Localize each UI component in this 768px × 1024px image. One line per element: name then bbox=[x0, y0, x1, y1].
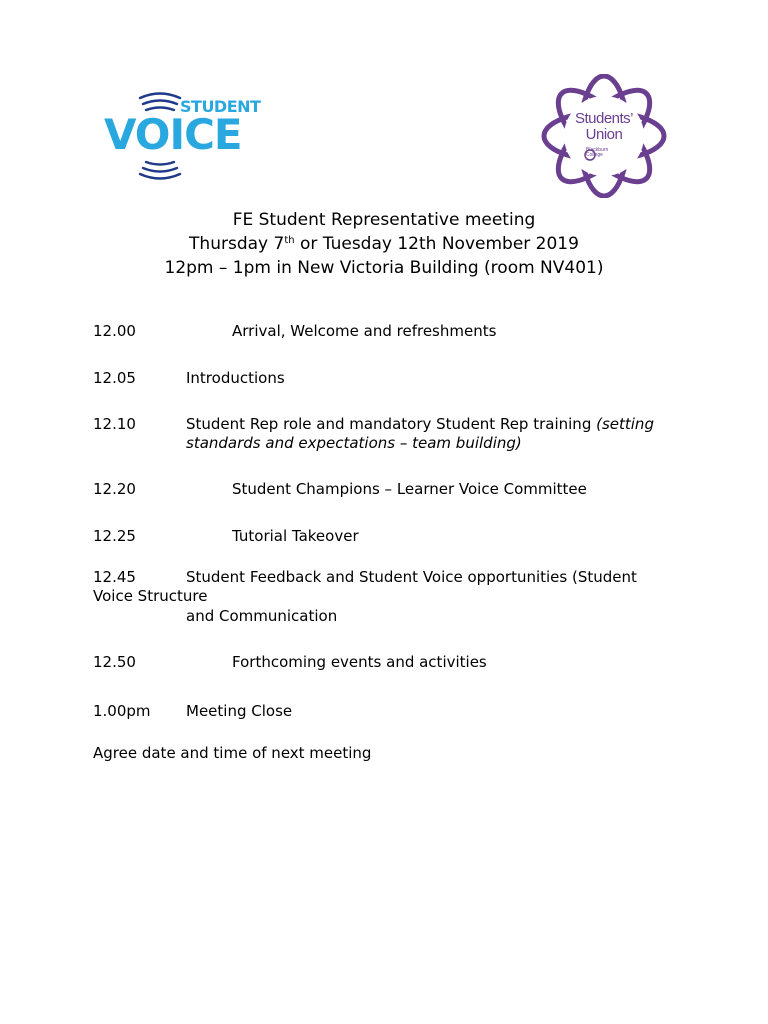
agenda-text-wrapped: Voice Structure bbox=[93, 587, 208, 605]
agenda-text-continued: standards and expectations – team building) bbox=[186, 434, 522, 452]
logo-text-student: STUDENT bbox=[180, 97, 261, 116]
agenda-text: Student Feedback and Student Voice opportunities (Student bbox=[186, 568, 637, 586]
agenda-text: Introductions bbox=[186, 369, 285, 387]
meeting-header bbox=[0, 208, 768, 280]
agenda-time: 12.25 bbox=[93, 527, 136, 545]
agenda-time: 12.05 bbox=[93, 369, 136, 387]
logo-text-voice: VOICE bbox=[104, 110, 242, 159]
agenda-text-continued: and Communication bbox=[186, 607, 338, 625]
next-meeting-note: Agree date and time of next meeting bbox=[93, 744, 372, 762]
students-union-name: Students’ Union bbox=[574, 110, 634, 143]
agenda-time: 12.00 bbox=[93, 322, 136, 340]
student-voice-logo bbox=[104, 88, 264, 182]
meeting-time-location: 12pm – 1pm in New Victoria Building (room NV401) bbox=[164, 258, 604, 278]
meeting-dates: Thursday 7th or Tuesday 12th November 2019 bbox=[189, 234, 579, 254]
agenda-text: Meeting Close bbox=[186, 702, 293, 720]
college-name: Blackburn College bbox=[586, 147, 609, 158]
students-union-logo bbox=[538, 74, 670, 198]
meeting-title: FE Student Representative meeting bbox=[232, 210, 536, 230]
agenda-time: 12.10 bbox=[93, 415, 136, 433]
agenda-time: 1.00pm bbox=[93, 702, 151, 720]
agenda-text: Forthcoming events and activities bbox=[232, 653, 487, 671]
agenda-time: 12.20 bbox=[93, 480, 136, 498]
agenda-time: 12.45 bbox=[93, 568, 136, 586]
agenda-text: Student Rep role and mandatory Student Rep training (setting bbox=[186, 415, 654, 433]
agenda-text: Student Champions – Learner Voice Committee bbox=[232, 480, 587, 498]
agenda-text: Arrival, Welcome and refreshments bbox=[232, 322, 497, 340]
agenda-text: Tutorial Takeover bbox=[232, 527, 359, 545]
agenda-time: 12.50 bbox=[93, 653, 136, 671]
